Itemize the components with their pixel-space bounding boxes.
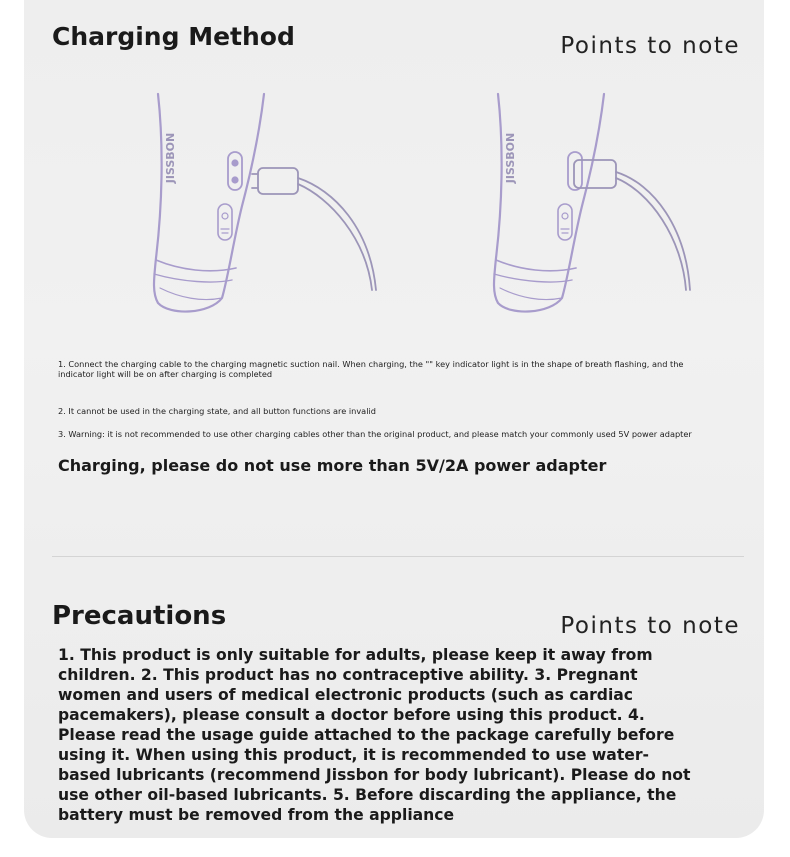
charging-illustration — [130, 88, 700, 328]
brand-label-right: JISSBON — [504, 132, 517, 184]
device-illustration-right — [494, 94, 604, 312]
charging-cable-left — [252, 168, 376, 290]
points-to-note-label: Points to note — [560, 33, 740, 59]
brand-label-left: JISSBON — [164, 132, 177, 184]
device-illustration-left — [154, 94, 264, 312]
precautions-points-label: Points to note — [560, 613, 740, 639]
charging-instruction-1: 1. Connect the charging cable to the charging magnetic suction nail. When charging, the "" key indicator light is in the shape of breath flashing, and the indicator light will be on after charging is completed — [58, 359, 684, 379]
adapter-warning: Charging, please do not use more than 5V/2A power adapter — [58, 456, 607, 475]
charging-method-title: Charging Method — [52, 22, 295, 51]
charging-instruction-2: 2. It cannot be used in the charging state, and all button functions are invalid — [58, 406, 376, 416]
charging-cable-right — [574, 160, 690, 290]
section-divider — [52, 556, 744, 557]
precautions-text: 1. This product is only suitable for adults, please keep it away from children. 2. This product has no contraceptive ability. 3. Pregnant women and users of medical electronic products (such as cardiac pacemakers), please consult a doctor before using this product. 4. Please read the usage guide attached to the package carefully before using it. When using this product, it is recommended to use water-based lubricants (recommend Jissbon for body lubricant). Please do not use other oil-based lubricants. 5. Before discarding the appliance, the battery must be removed from the appliance — [58, 646, 691, 824]
charging-instruction-3: 3. Warning: it is not recommended to use other charging cables other than the original product, and please match your commonly used 5V power adapter — [58, 429, 692, 439]
precautions-title: Precautions — [52, 601, 227, 631]
